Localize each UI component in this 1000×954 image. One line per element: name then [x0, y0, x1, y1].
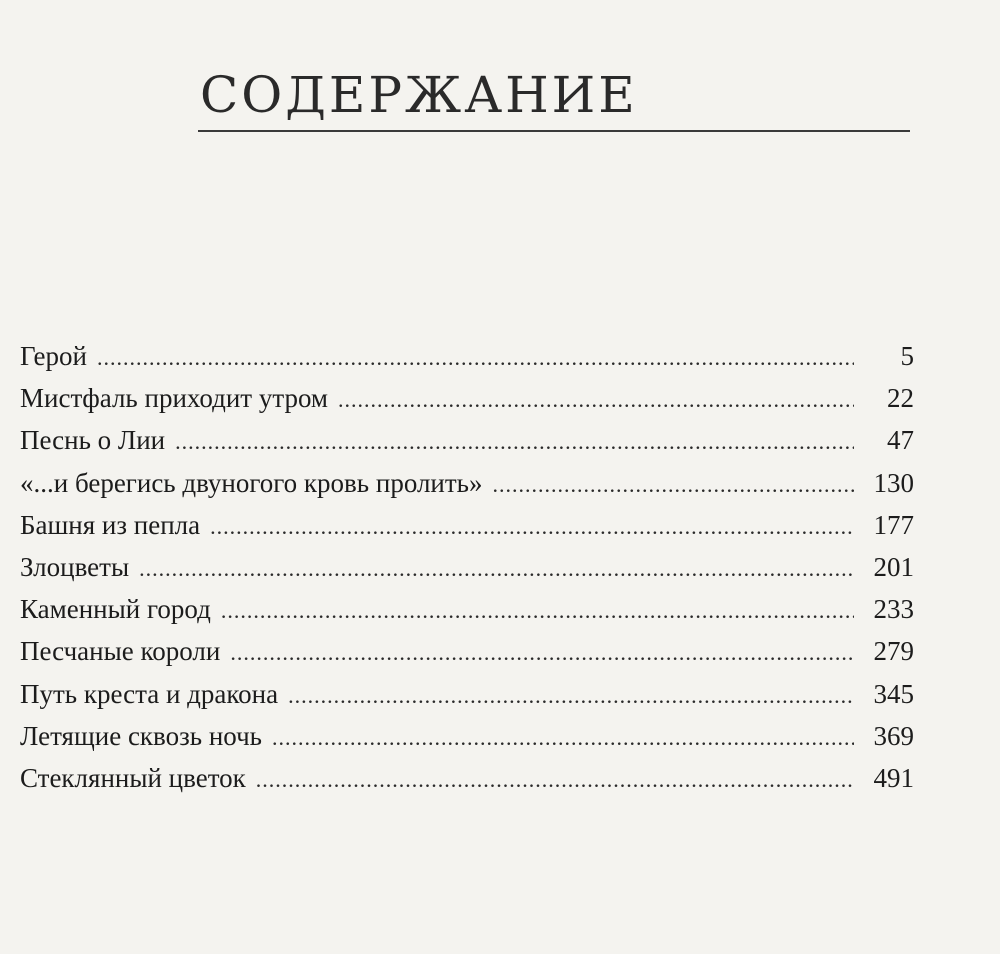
toc-entry-title: «...и берегись двуногого кровь пролить»: [20, 467, 483, 498]
dot-leader: [272, 717, 854, 759]
toc-entry-page: 369: [873, 720, 914, 751]
toc-entry-page: 279: [873, 636, 914, 667]
toc-entry: [20, 504, 914, 546]
toc-entry-title: Каменный город: [20, 594, 211, 625]
title-underline: [198, 130, 910, 132]
dot-leader: [139, 548, 854, 590]
toc-entry: [20, 630, 914, 672]
toc-entry-page: 177: [873, 509, 914, 540]
toc-entry: [20, 588, 914, 630]
toc-entry-page: 345: [873, 678, 914, 709]
dot-leader: [221, 590, 854, 632]
toc-entry-title: Герой: [20, 341, 87, 371]
dot-leader: [256, 759, 854, 801]
toc-entry: [20, 335, 914, 377]
toc-entry-title: Злоцветы: [20, 551, 130, 582]
table-of-contents: [20, 335, 914, 799]
toc-entry: [20, 715, 914, 757]
toc-entry-page: 491: [873, 762, 914, 793]
toc-entry-title: Летящие сквозь ночь: [20, 720, 262, 751]
toc-entry-title: Мистфаль приходит утром: [20, 383, 329, 414]
toc-entry-page: 233: [873, 594, 914, 625]
toc-entry: [20, 757, 914, 799]
dot-leader: [493, 464, 855, 506]
toc-entry: [20, 462, 914, 504]
toc-entry-page: 5: [900, 341, 914, 371]
toc-entry-page: 130: [873, 467, 914, 498]
dot-leader: [288, 675, 854, 717]
toc-entry-title: Песнь о Лии: [20, 425, 166, 456]
toc-entry-page: 22: [887, 383, 914, 414]
dot-leader: [97, 337, 854, 379]
dot-leader: [175, 421, 854, 463]
dot-leader: [210, 506, 854, 548]
toc-entry-title: Путь креста и дракона: [20, 678, 279, 709]
dot-leader: [338, 379, 854, 421]
toc-entry-title: Песчаные короли: [20, 636, 221, 667]
toc-entry: [20, 419, 914, 461]
dot-leader: [230, 632, 854, 674]
toc-entry-title: Стеклянный цветок: [20, 762, 246, 793]
toc-entry: [20, 546, 914, 588]
toc-entry-title: Башня из пепла: [20, 509, 201, 540]
toc-entry: [20, 673, 914, 715]
toc-entry-page: 47: [887, 425, 914, 456]
page-title: СОДЕРЖАНИЕ: [200, 66, 638, 124]
toc-entry-page: 201: [873, 551, 914, 582]
toc-entry: [20, 377, 914, 419]
